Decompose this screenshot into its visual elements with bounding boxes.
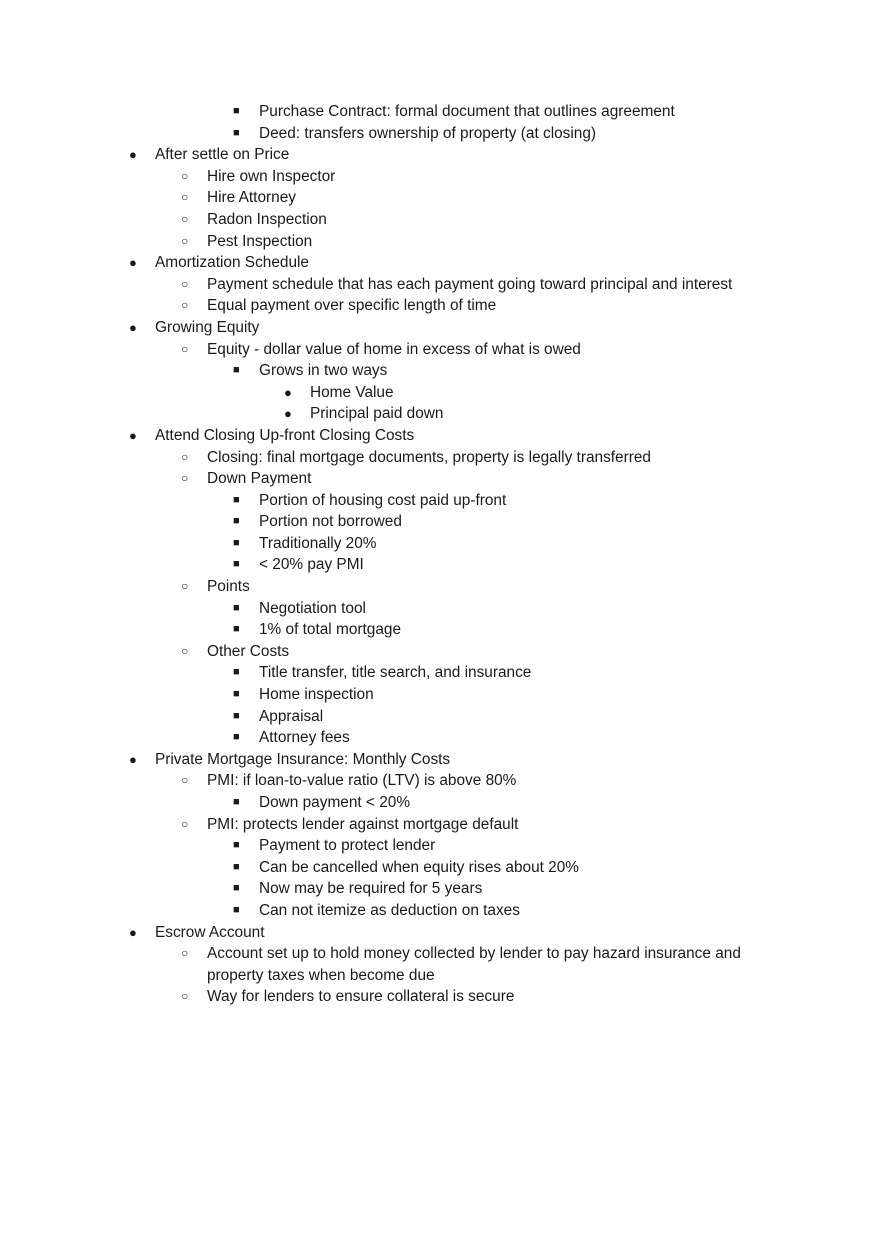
square-bullet-icon: ■ [233, 623, 240, 636]
outline-item-text: Hire Attorney [207, 189, 296, 207]
outline-item-text: Portion of housing cost paid up-front [259, 491, 507, 509]
outline-item-text: < 20% pay PMI [259, 556, 364, 574]
outline-item-text: Title transfer, title search, and insurance [259, 664, 532, 682]
outline-item-text: Appraisal [259, 707, 324, 725]
outline-item-text: Amortization Schedule [155, 254, 309, 272]
square-bullet-icon: ■ [233, 688, 240, 701]
circle-bullet-icon: ○ [181, 946, 189, 961]
outline-item-level-2 [0, 339, 880, 361]
outline-item-text: PMI: protects lender against mortgage default [207, 815, 519, 833]
outline-item-text: Can not itemize as deduction on taxes [259, 901, 520, 919]
circle-bullet-icon: ○ [181, 233, 189, 248]
outline-item-level-3 [0, 619, 880, 641]
outline-item-level-3 [0, 684, 880, 706]
outline-item-text: Growing Equity [155, 318, 260, 336]
outline-item-level-3 [0, 662, 880, 684]
outline-item-level-2 [0, 447, 880, 469]
disc-bullet-icon: ● [129, 427, 137, 443]
outline-item-level-2 [0, 986, 880, 1008]
outline-item-level-2 [0, 943, 767, 986]
disc-bullet-icon: ● [284, 384, 292, 400]
outline-item-text: Portion not borrowed [259, 513, 402, 531]
outline-item-text: Equity - dollar value of home in excess of what is owed [207, 340, 581, 358]
outline-item-text: PMI: if loan-to-value ratio (LTV) is above 80% [207, 772, 517, 790]
square-bullet-icon: ■ [233, 882, 240, 895]
outline-item-text: Down payment < 20% [259, 794, 410, 811]
square-bullet-icon: ■ [233, 903, 240, 916]
outline-item-text: Payment to protect lender [259, 837, 436, 855]
outline-item-level-3 [0, 792, 880, 814]
outline-item-level-2 [0, 641, 880, 663]
outline-item-level-2 [0, 274, 880, 296]
circle-bullet-icon: ○ [181, 471, 189, 486]
disc-bullet-icon: ● [129, 751, 137, 767]
outline-item-level-2 [0, 187, 880, 209]
outline-item-text: Down Payment [207, 470, 312, 488]
outline-item-level-4 [0, 403, 880, 425]
outline-item-level-1 [0, 922, 880, 944]
square-bullet-icon: ■ [233, 558, 240, 571]
outline-item-text: Purchase Contract: formal document that outlines agreement [259, 103, 675, 120]
outline-item-level-1 [0, 252, 880, 274]
outline-item-text: Now may be required for 5 years [259, 880, 483, 898]
outline-item-level-2 [0, 166, 880, 188]
outline-item-level-2 [0, 814, 880, 836]
square-bullet-icon: ■ [233, 536, 240, 549]
outline-item-text: Deed: transfers ownership of property (at closing) [259, 124, 597, 142]
square-bullet-icon: ■ [233, 796, 240, 808]
circle-bullet-icon: ○ [181, 773, 189, 788]
circle-bullet-icon: ○ [181, 168, 189, 183]
circle-bullet-icon: ○ [181, 816, 189, 831]
outline-item-level-3 [0, 554, 880, 576]
outline-item-text: Attorney fees [259, 729, 350, 747]
outline-item-text: Payment schedule that has each payment going toward principal and interest [207, 275, 733, 293]
square-bullet-icon: ■ [233, 860, 240, 873]
disc-bullet-icon: ● [284, 406, 292, 422]
outline-item-text: After settle on Price [155, 146, 290, 164]
outline-item-level-2 [0, 770, 880, 792]
outline-item-level-3 [0, 123, 880, 145]
outline-item-text: Other Costs [207, 642, 290, 660]
circle-bullet-icon: ○ [181, 643, 189, 658]
outline-item-level-1 [0, 317, 880, 339]
outline-item-level-3 [0, 490, 880, 512]
outline-item-text: Way for lenders to ensure collateral is secure [207, 988, 515, 1006]
outline-item-text: Can be cancelled when equity rises about 20% [259, 858, 579, 876]
circle-bullet-icon: ○ [181, 190, 189, 205]
square-bullet-icon: ■ [233, 364, 240, 377]
circle-bullet-icon: ○ [181, 579, 189, 594]
circle-bullet-icon: ○ [181, 341, 189, 356]
outline-item-level-3 [0, 727, 880, 749]
outline-item-text: Attend Closing Up-front Closing Costs [155, 426, 415, 444]
outline-item-level-1 [0, 144, 880, 166]
disc-bullet-icon: ● [129, 147, 137, 163]
circle-bullet-icon: ○ [181, 276, 189, 291]
outline-item-text: Account set up to hold money collected by lender to pay hazard insurance and property taxes when become due [207, 945, 741, 984]
outline-item-text: Closing: final mortgage documents, property is legally transferred [207, 448, 651, 466]
outline-item-level-3 [0, 101, 880, 123]
outline-item-text: 1% of total mortgage [259, 621, 402, 639]
square-bullet-icon: ■ [233, 493, 240, 506]
outline-item-level-3 [0, 360, 880, 382]
outline-item-level-2 [0, 231, 880, 253]
outline-item-level-3 [0, 857, 880, 879]
outline-item-level-2 [0, 209, 880, 231]
square-bullet-icon: ■ [233, 731, 240, 744]
outline-item-text: Hire own Inspector [207, 167, 336, 185]
outline-item-level-4 [0, 382, 880, 404]
outline-item-level-3 [0, 511, 880, 533]
circle-bullet-icon: ○ [181, 449, 189, 464]
outline-item-text: Radon Inspection [207, 210, 327, 228]
outline-item-text: Negotiation tool [259, 599, 366, 617]
outline-item-text: Principal paid down [310, 405, 444, 423]
outline-item-text: Pest Inspection [207, 232, 313, 250]
outline-item-level-3 [0, 900, 880, 922]
outline-item-text: Private Mortgage Insurance: Monthly Costs [155, 750, 451, 768]
outline-item-text: Equal payment over specific length of time [207, 297, 497, 315]
outline-item-level-2 [0, 468, 880, 490]
square-bullet-icon: ■ [233, 515, 240, 528]
outline-item-level-3 [0, 598, 880, 620]
circle-bullet-icon: ○ [181, 211, 189, 226]
circle-bullet-icon: ○ [181, 298, 189, 313]
outline-item-level-3 [0, 533, 880, 555]
square-bullet-icon: ■ [233, 105, 240, 117]
disc-bullet-icon: ● [129, 319, 137, 335]
outline-item-level-3 [0, 878, 880, 900]
square-bullet-icon: ■ [233, 126, 240, 139]
square-bullet-icon: ■ [233, 666, 240, 679]
outline-item-level-2 [0, 295, 880, 317]
notes-outline [0, 101, 880, 1008]
outline-item-level-2 [0, 576, 880, 598]
outline-item-level-1 [0, 749, 880, 771]
disc-bullet-icon: ● [129, 924, 137, 940]
outline-item-level-3 [0, 706, 880, 728]
disc-bullet-icon: ● [129, 255, 137, 271]
outline-item-text: Home Value [310, 383, 394, 401]
square-bullet-icon: ■ [233, 839, 240, 852]
outline-item-text: Traditionally 20% [259, 534, 377, 552]
outline-item-level-3 [0, 835, 880, 857]
outline-item-level-1 [0, 425, 880, 447]
square-bullet-icon: ■ [233, 601, 240, 614]
outline-item-text: Points [207, 578, 250, 596]
outline-item-text: Grows in two ways [259, 362, 388, 380]
circle-bullet-icon: ○ [181, 989, 189, 1004]
outline-item-text: Escrow Account [155, 923, 265, 941]
outline-item-text: Home inspection [259, 686, 374, 704]
square-bullet-icon: ■ [233, 709, 240, 722]
